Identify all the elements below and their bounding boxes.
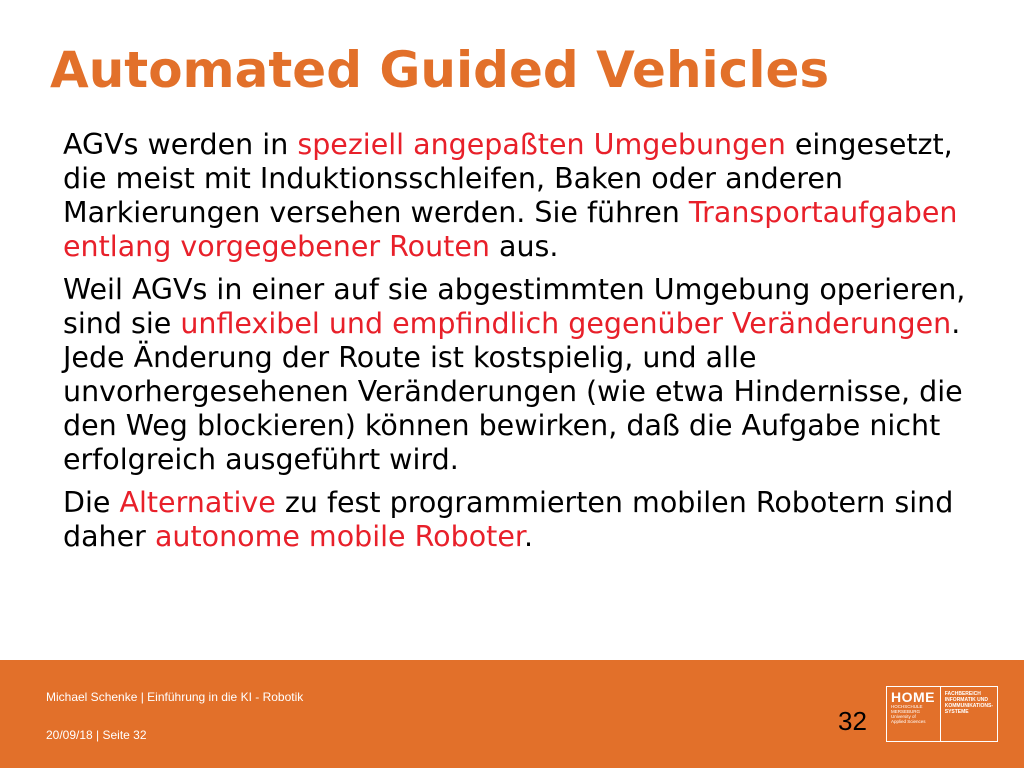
text-segment: Weil AGVs in einer auf sie abgestimmten Umgebung operieren, sind sie [63, 273, 966, 340]
paragraph-alternative [63, 486, 1003, 554]
text-segment: zu fest programmierten mobilen Robotern sind daher [63, 486, 954, 553]
logo-text: FACHBEREICH [944, 691, 981, 697]
slide-body [63, 128, 1003, 563]
highlight-text: unflexibel und empfindlich gegenüber Veränderungen [180, 307, 952, 340]
logo-department-block [941, 687, 997, 741]
logo-text: University of [891, 714, 916, 719]
page-number: 32 [838, 706, 867, 736]
highlight-text: Alternative [119, 486, 276, 519]
logo-text: MERSEBURG [891, 709, 921, 714]
slide-title: Automated Guided Vehicles [50, 41, 830, 99]
logo-text: INFORMATIK UND [944, 697, 988, 703]
logo-school-block [887, 687, 941, 741]
logo-text: KOMMUNIKATIONS- [944, 703, 993, 709]
text-segment: eingesetzt, die meist mit Induktionsschleifen, Baken oder anderen Markierungen versehen werden. Sie führen [63, 128, 953, 229]
paragraph-agv-environment [63, 128, 1003, 264]
logo-mark: HOME [891, 689, 935, 705]
text-segment: . Jede Änderung der Route ist kostspielig, und alle unvorhergesehenen Veränderungen (wie etwa Hindernisse, die den Weg blockieren) können bewirken, daß die Aufgabe nicht erfolgreich ausgeführt wird. [63, 307, 963, 476]
footer-author: Michael Schenke | Einführung in die KI - Robotik [46, 690, 304, 704]
highlight-text: autonome mobile Roboter [154, 520, 524, 553]
logo-text: Applied Sciences [891, 719, 926, 724]
footer-date: 20/09/18 | Seite 32 [46, 728, 147, 742]
university-logo [886, 686, 998, 742]
paragraph-agv-inflexible [63, 273, 1003, 477]
logo-text: HOCHSCHULE [891, 704, 923, 709]
highlight-text: Transportaufgaben entlang vorgegebener Routen [63, 196, 958, 263]
text-segment: aus. [489, 230, 559, 263]
text-segment: AGVs werden in [63, 128, 298, 161]
highlight-text: speziell angepaßten Umgebungen [297, 128, 786, 161]
text-segment: Die [63, 486, 120, 519]
text-segment: . [523, 520, 534, 553]
footer-bar [0, 660, 1024, 768]
logo-text: SYSTEME [944, 709, 969, 715]
